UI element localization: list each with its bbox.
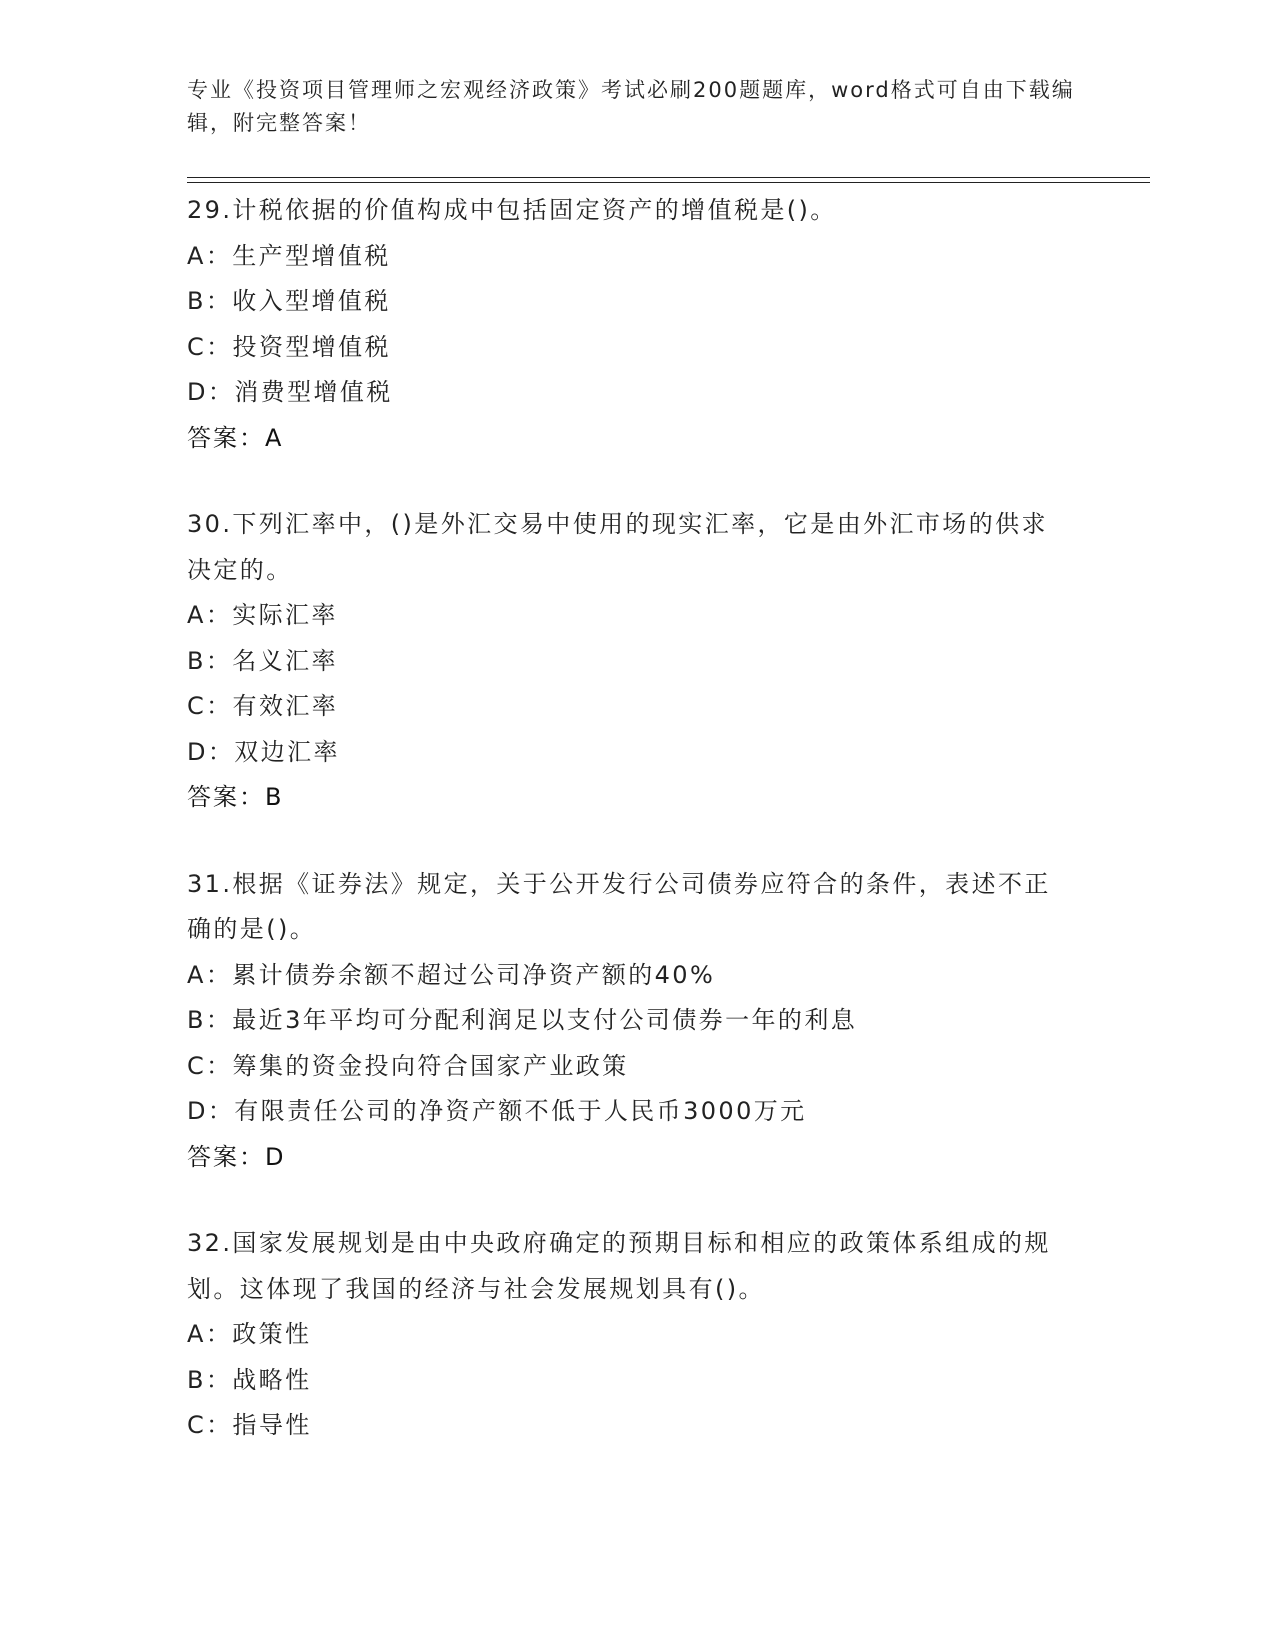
answer-line bbox=[187, 775, 1087, 821]
option-c: C：有效汇率 bbox=[187, 692, 339, 720]
answer-value: A bbox=[265, 423, 283, 452]
question-29 bbox=[187, 188, 1087, 461]
option-b: B：战略性 bbox=[187, 1365, 312, 1394]
answer-value: B bbox=[265, 783, 283, 811]
option-b: B：名义汇率 bbox=[187, 646, 338, 675]
answer-label: 答案： bbox=[187, 1142, 265, 1171]
option-a: A：政策性 bbox=[187, 1320, 312, 1348]
question-32 bbox=[187, 1221, 1087, 1449]
answer-value: D bbox=[265, 1142, 285, 1171]
question-stem: 30.下列汇率中，()是外汇交易中使用的现实汇率，它是由外汇市场的供求决定的。 bbox=[187, 510, 1048, 584]
option-c: C：筹集的资金投向符合国家产业政策 bbox=[187, 1051, 629, 1080]
question-stem: 29.计税依据的价值构成中包括固定资产的增值税是()。 bbox=[187, 196, 837, 224]
answer-label: 答案： bbox=[187, 423, 265, 452]
header-divider-bottom bbox=[187, 182, 1150, 183]
option-d: D：双边汇率 bbox=[187, 737, 340, 766]
document-header: 专业《投资项目管理师之宏观经济政策》考试必刷200题题库，word格式可自由下载编辑，附完整答案！ bbox=[187, 78, 1075, 135]
option-a: A：生产型增值税 bbox=[187, 241, 391, 270]
answer-line bbox=[187, 416, 1087, 462]
option-d: D：消费型增值税 bbox=[187, 378, 393, 406]
option-a: A：累计债券余额不超过公司净资产额的40% bbox=[187, 960, 716, 989]
answer-label: 答案： bbox=[187, 783, 265, 811]
option-c: C：指导性 bbox=[187, 1411, 312, 1439]
option-d: D：有限责任公司的净资产额不低于人民币3000万元 bbox=[187, 1097, 807, 1125]
option-b: B：最近3年平均可分配利润足以支付公司债券一年的利息 bbox=[187, 1006, 858, 1034]
option-a: A：实际汇率 bbox=[187, 601, 338, 629]
question-31 bbox=[187, 862, 1087, 1181]
answer-line bbox=[187, 1135, 1087, 1181]
option-b: B：收入型增值税 bbox=[187, 287, 391, 315]
header-divider-top bbox=[187, 177, 1150, 178]
option-c: C：投资型增值税 bbox=[187, 332, 391, 361]
question-stem: 31.根据《证券法》规定，关于公开发行公司债券应符合的条件，表述不正确的是()。 bbox=[187, 869, 1051, 943]
question-stem: 32.国家发展规划是由中央政府确定的预期目标和相应的政策体系组成的规划。这体现了我国的经济与社会发展规划具有()。 bbox=[187, 1229, 1051, 1303]
question-list bbox=[187, 188, 1087, 1490]
question-30 bbox=[187, 502, 1087, 821]
